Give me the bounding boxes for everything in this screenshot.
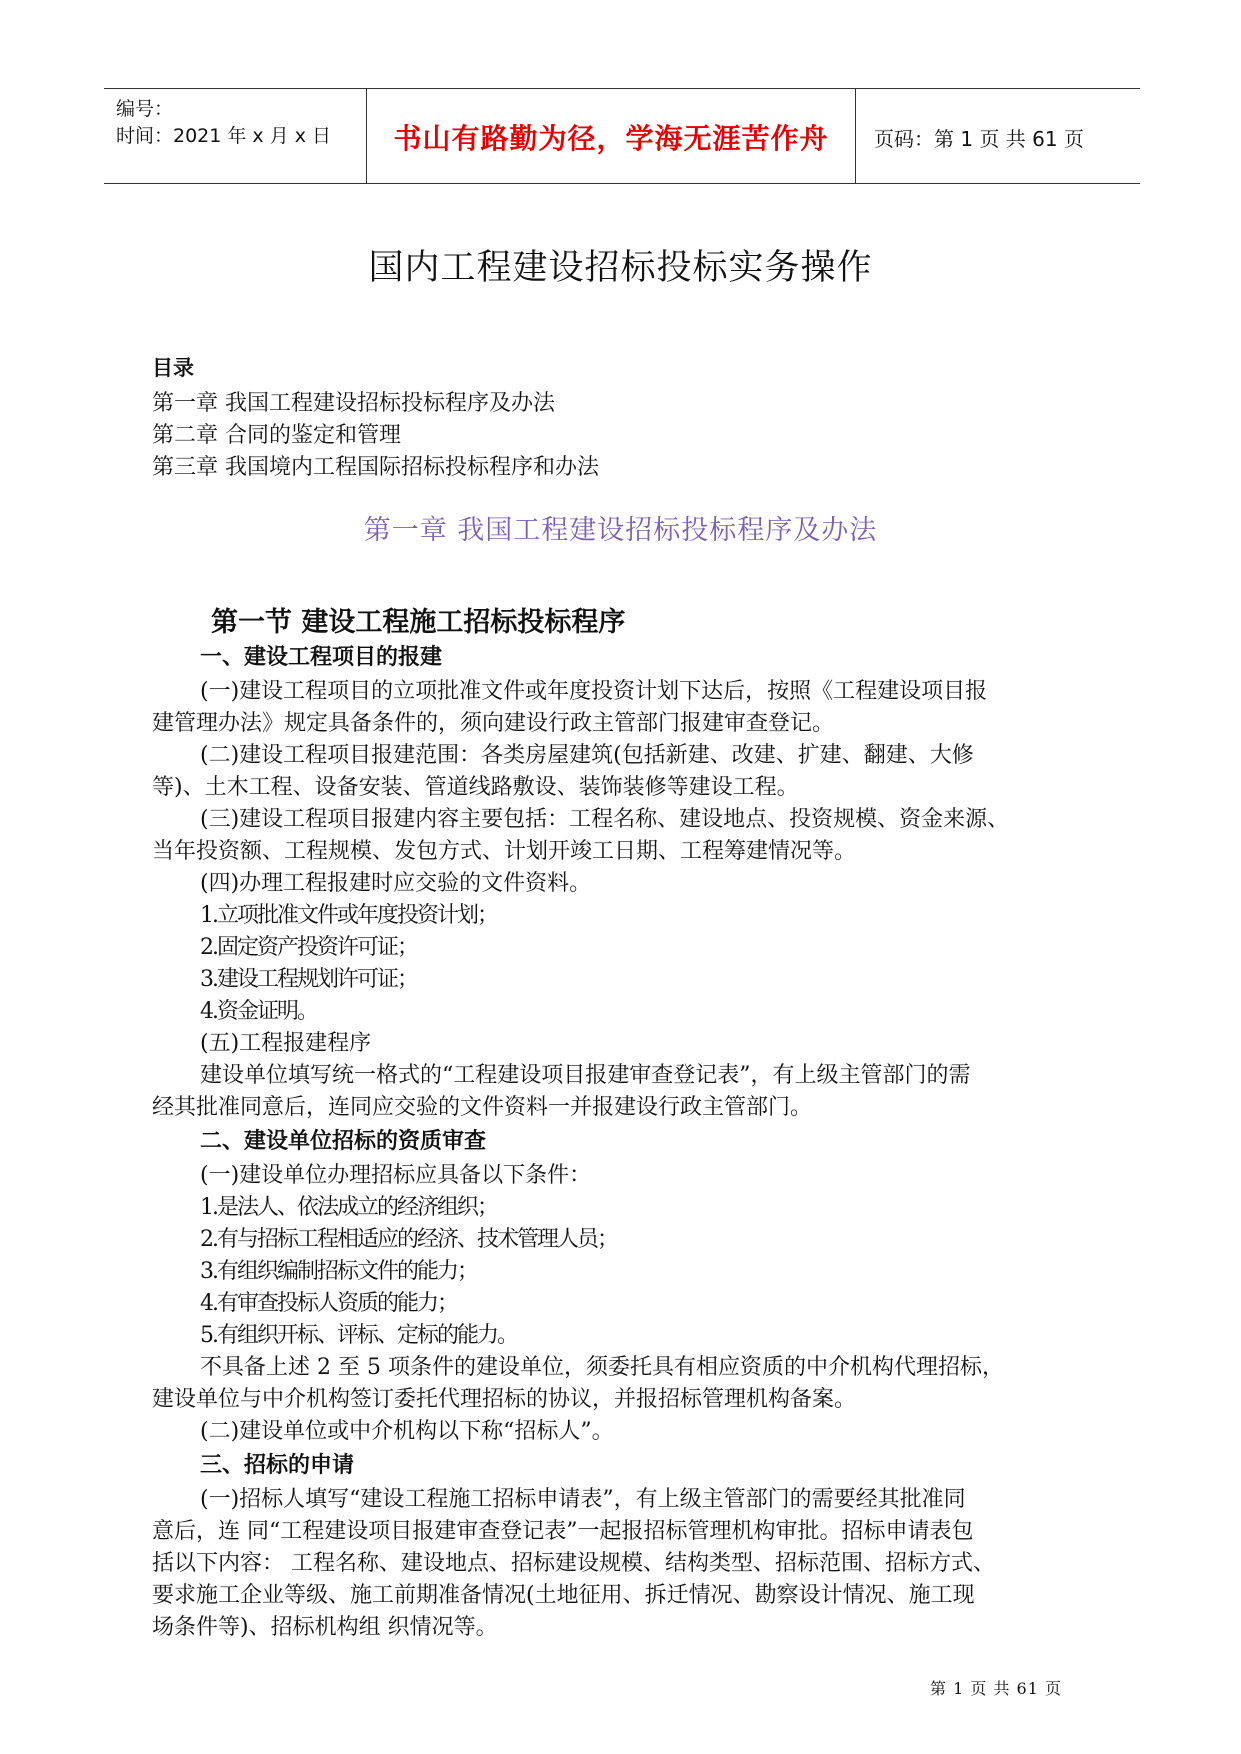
footer-page-number: 第 1 页 共 61 页 [930,1679,1062,1698]
list-item: 5.有组织开标、评标、定标的能力。 [200,1323,517,1348]
body-line: 建设单位填写统一格式的“工程建设项目报建审查登记表”，有上级主管部门的需 [200,1063,971,1088]
body-line: 场条件等)、招标机构组 织情况等。 [152,1615,498,1640]
body-line: 等)、土木工程、设备安装、管道线路敷设、装饰装修等建设工程。 [152,775,799,800]
list-item: 4.有审查投标人资质的能力； [200,1291,457,1316]
list-item: 4.资金证明。 [200,999,317,1024]
body-line: 不具备上述 2 至 5 项条件的建设单位，须委托具有相应资质的中介机构代理招标， [200,1355,1004,1380]
body-line: 建管理办法》规定具备条件的，须向建设行政主管部门报建审查登记。 [152,711,835,736]
section-title: 第一节 建设工程施工招标投标程序 [211,607,626,638]
body-line: 当年投资额、工程规模、发包方式、计划开竣工日期、工程筹建情况等。 [152,839,857,864]
list-item: 2.固定资产投资许可证； [200,935,417,960]
chapter-title: 第一章 我国工程建设招标投标程序及办法 [363,515,878,546]
subsection-heading: 二、建设单位招标的资质审查 [200,1129,487,1154]
document-number-label: 编号： [116,98,174,120]
subsection-heading: 一、建设工程项目的报建 [200,645,443,670]
page-info: 页码：第 1 页 共 61 页 [874,127,1084,151]
body-line: (二)建设单位或中介机构以下称“招标人”。 [200,1419,614,1444]
toc-item[interactable]: 第三章 我国境内工程国际招标投标程序和办法 [152,455,599,480]
list-item: 3.建设工程规划许可证； [200,967,417,992]
body-line: (一)招标人填写“建设工程施工招标申请表”，有上级主管部门的需要经其批准同 [200,1487,966,1512]
document-title: 国内工程建设招标投标实务操作 [368,248,873,288]
body-line: (一)建设工程项目的立项批准文件或年度投资计划下达后，按照《工程建设项目报 [200,679,988,704]
body-line: 意后，连 同“工程建设项目报建审查登记表”一起报招标管理机构审批。招标申请表包 [152,1519,974,1544]
toc-heading: 目录 [152,356,194,380]
subsection-heading: 三、招标的申请 [200,1453,355,1478]
body-line: 要求施工企业等级、施工前期准备情况(土地征用、拆迁情况、勘察设计情况、施工现 [152,1583,975,1608]
toc-item[interactable]: 第一章 我国工程建设招标投标程序及办法 [152,391,555,416]
page-header [104,88,1140,184]
body-line: (一)建设单位办理招标应具备以下条件： [200,1163,592,1188]
body-line: (四)办理工程报建时应交验的文件资料。 [200,871,592,896]
header-motto-cell [367,89,856,183]
body-line: 建设单位与中介机构签订委托代理招标的协议，并报招标管理机构备案。 [152,1387,857,1412]
list-item: 1.立项批准文件或年度投资计划； [200,903,497,928]
list-item: 1.是法人、依法成立的经济组织； [200,1195,497,1220]
body-line: (三)建设工程项目报建内容主要包括：工程名称、建设地点、投资规模、资金来源、 [200,807,1010,832]
header-page-cell [856,89,1140,183]
motto: 书山有路勤为径，学海无涯苦作舟 [393,122,829,155]
list-item: 3.有组织编制招标文件的能力； [200,1259,477,1284]
list-item: 2.有与招标工程相适应的经济、技术管理人员； [200,1227,617,1252]
body-line: (二)建设工程项目报建范围：各类房屋建筑(包括新建、改建、扩建、翻建、大修 [200,743,974,768]
date-label: 时间：2021 年 x 月 x 日 [116,125,332,147]
body-line: 括以下内容： 工程名称、建设地点、招标建设规模、结构类型、招标范围、招标方式、 [152,1551,995,1576]
toc-item[interactable]: 第二章 合同的鉴定和管理 [152,423,401,448]
header-info-cell [104,89,367,183]
body-line: (五)工程报建程序 [200,1031,372,1056]
body-line: 经其批准同意后，连同应交验的文件资料一并报建设行政主管部门。 [152,1095,813,1120]
